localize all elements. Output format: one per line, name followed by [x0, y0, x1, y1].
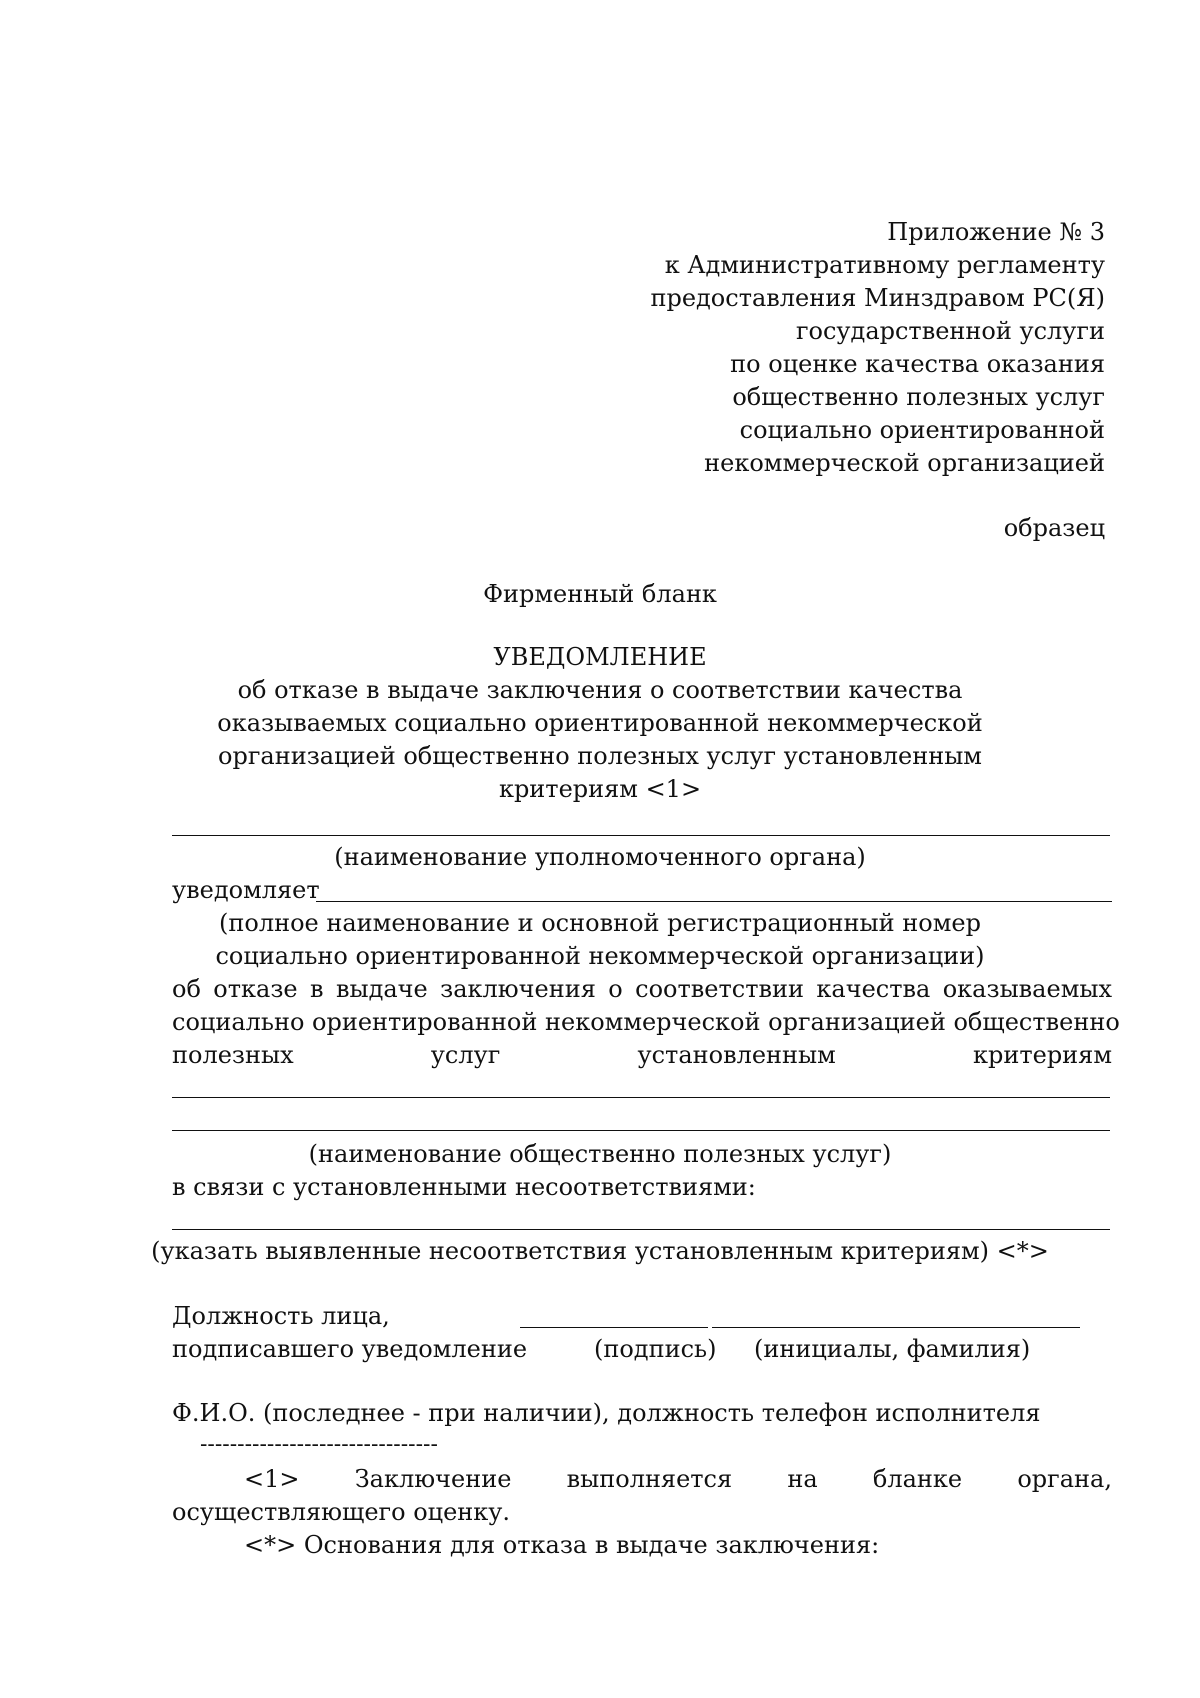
subtitle-line: критериям <1> [498, 775, 702, 803]
authority-fill-line [172, 835, 1110, 836]
authority-caption: (наименование уполномоченного органа) [334, 843, 866, 871]
refusal-text-line3: полезных услуг установленным критериям [172, 1041, 1112, 1069]
appendix-line: к Административному регламенту [664, 251, 1105, 279]
organization-caption-line1: (полное наименование и основной регистрационный номер [219, 909, 981, 937]
appendix-line: по оценке качества оказания [730, 350, 1105, 378]
subtitle-line: оказываемых социально ориентированной некоммерческой [217, 709, 983, 737]
notifies-label: уведомляет [172, 876, 320, 904]
document-subtitle [0, 674, 1200, 806]
sample-label: образец [1003, 514, 1105, 542]
subtitle-line: об отказе в выдаче заключения о соответствии качества [237, 676, 963, 704]
executor-info: Ф.И.О. (последнее - при наличии), должность телефон исполнителя [172, 1399, 1041, 1427]
refusal-text-line1: об отказе в выдаче заключения о соответствии качества оказываемых [172, 975, 1112, 1003]
signature-fill-line [520, 1327, 708, 1328]
appendix-line: некоммерческой организацией [704, 449, 1105, 477]
footnote-separator: -------------------------------- [200, 1432, 438, 1457]
services-fill-line-1 [172, 1097, 1110, 1098]
discrepancies-fill-line [172, 1229, 1110, 1230]
organization-caption-line2: социально ориентированной некоммерческой организации) [215, 942, 985, 970]
services-caption: (наименование общественно полезных услуг) [308, 1140, 892, 1168]
footnote-1: <1> Заключение выполняется на бланке органа, осуществляющего оценку. [172, 1465, 1112, 1526]
appendix-header [650, 216, 1105, 480]
refusal-text-line2: социально ориентированной некоммерческой организацией общественно [172, 1008, 1120, 1036]
services-fill-line-2 [172, 1130, 1110, 1131]
appendix-line: общественно полезных услуг [732, 383, 1105, 411]
organization-fill-line [316, 901, 1112, 902]
name-fill-line [712, 1327, 1080, 1328]
footnote-star: <*> Основания для отказа в выдаче заключения: [244, 1531, 880, 1559]
discrepancies-label: в связи с установленными несоответствиями: [172, 1173, 756, 1201]
document-title: УВЕДОМЛЕНИЕ [493, 643, 707, 671]
letterhead-label: Фирменный бланк [483, 580, 717, 608]
appendix-line: предоставления Минздравом РС(Я) [650, 284, 1105, 312]
appendix-line: Приложение № 3 [887, 218, 1105, 246]
signer-position-line1: Должность лица, [172, 1302, 390, 1330]
appendix-line: государственной услуги [795, 317, 1105, 345]
subtitle-line: организацией общественно полезных услуг установленным [218, 742, 982, 770]
discrepancies-caption: (указать выявленные несоответствия установленным критериям) <*> [151, 1237, 1049, 1265]
signer-position-line2: подписавшего уведомление [172, 1335, 528, 1363]
appendix-line: социально ориентированной [739, 416, 1105, 444]
signature-caption: (подпись) [594, 1335, 717, 1363]
name-caption: (инициалы, фамилия) [754, 1335, 1031, 1363]
